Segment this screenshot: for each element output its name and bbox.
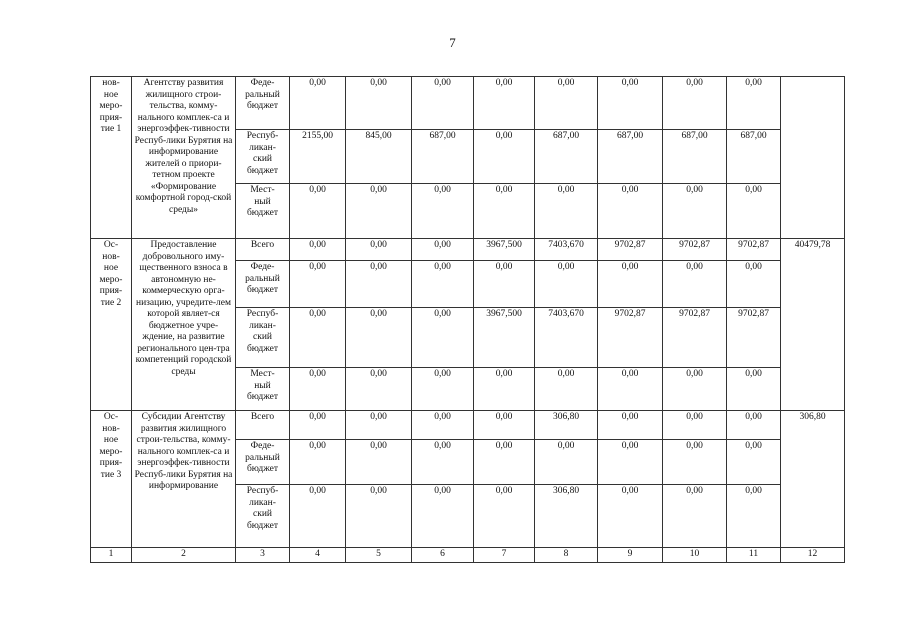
value-cell: 0,00 <box>727 184 781 239</box>
value-cell: 9702,87 <box>598 239 663 261</box>
funding-source-cell: Респуб- ликан- ский бюджет <box>236 130 290 184</box>
value-cell: 9702,87 <box>663 239 727 261</box>
value-cell: 9702,87 <box>727 239 781 261</box>
budget-table <box>90 76 845 563</box>
value-cell: 0,00 <box>290 77 346 130</box>
page-number: 7 <box>449 35 456 50</box>
value-cell: 687,00 <box>663 130 727 184</box>
value-cell: 0,00 <box>346 485 412 548</box>
column-number-cell: 12 <box>781 548 845 563</box>
value-cell: 0,00 <box>474 368 535 411</box>
column-number-cell: 10 <box>663 548 727 563</box>
value-cell: 0,00 <box>412 308 474 368</box>
funding-source-cell: Мест- ный бюджет <box>236 184 290 239</box>
value-cell: 9702,87 <box>598 308 663 368</box>
value-cell: 0,00 <box>474 77 535 130</box>
value-cell: 0,00 <box>346 440 412 485</box>
table-row <box>91 239 845 261</box>
column-number-cell: 2 <box>132 548 236 563</box>
table-row <box>91 411 845 440</box>
value-cell: 0,00 <box>598 411 663 440</box>
value-cell: 0,00 <box>290 308 346 368</box>
value-cell: 687,00 <box>598 130 663 184</box>
value-cell: 0,00 <box>598 261 663 308</box>
value-cell: 0,00 <box>346 261 412 308</box>
value-cell: 0,00 <box>412 261 474 308</box>
event-description-cell: Предоставление добровольного иму-щественного взноса в автономную не-коммерческую орга-низацию, учредите-лем которой являет-ся бюджетное учре-ждение, на развитие регионального цен-тра компетенций городской среды <box>132 239 236 411</box>
funding-source-cell: Феде- ральный бюджет <box>236 77 290 130</box>
value-cell: 0,00 <box>474 440 535 485</box>
value-cell: 0,00 <box>346 239 412 261</box>
event-label-cell: Ос- нов- ное меро- прия- тие 2 <box>91 239 132 411</box>
value-cell: 0,00 <box>663 440 727 485</box>
value-cell: 0,00 <box>474 411 535 440</box>
column-number-cell: 7 <box>474 548 535 563</box>
total-cell <box>781 77 845 239</box>
value-cell: 0,00 <box>412 184 474 239</box>
value-cell: 687,00 <box>535 130 598 184</box>
value-cell: 0,00 <box>535 261 598 308</box>
value-cell: 0,00 <box>474 130 535 184</box>
column-number-cell: 8 <box>535 548 598 563</box>
column-number-row <box>91 548 845 563</box>
column-number-cell: 11 <box>727 548 781 563</box>
value-cell: 0,00 <box>535 440 598 485</box>
table-row <box>91 77 845 130</box>
value-cell: 0,00 <box>346 184 412 239</box>
value-cell: 0,00 <box>535 368 598 411</box>
column-number-cell: 5 <box>346 548 412 563</box>
value-cell: 0,00 <box>598 440 663 485</box>
value-cell: 7403,670 <box>535 308 598 368</box>
value-cell: 0,00 <box>412 440 474 485</box>
value-cell: 0,00 <box>290 261 346 308</box>
value-cell: 0,00 <box>598 77 663 130</box>
value-cell: 0,00 <box>727 368 781 411</box>
value-cell: 0,00 <box>346 308 412 368</box>
value-cell: 0,00 <box>535 77 598 130</box>
value-cell: 3967,500 <box>474 239 535 261</box>
value-cell: 0,00 <box>474 261 535 308</box>
value-cell: 0,00 <box>535 184 598 239</box>
total-cell: 306,80 <box>781 411 845 548</box>
value-cell: 0,00 <box>663 368 727 411</box>
funding-source-cell: Респуб- ликан- ский бюджет <box>236 308 290 368</box>
value-cell: 0,00 <box>663 77 727 130</box>
value-cell: 0,00 <box>598 184 663 239</box>
value-cell: 3967,500 <box>474 308 535 368</box>
total-cell: 40479,78 <box>781 239 845 411</box>
funding-source-cell: Всего <box>236 239 290 261</box>
value-cell: 9702,87 <box>663 308 727 368</box>
value-cell: 0,00 <box>290 368 346 411</box>
value-cell: 687,00 <box>727 130 781 184</box>
value-cell: 0,00 <box>346 77 412 130</box>
value-cell: 0,00 <box>412 411 474 440</box>
value-cell: 0,00 <box>412 77 474 130</box>
funding-source-cell: Мест- ный бюджет <box>236 368 290 411</box>
value-cell: 0,00 <box>346 411 412 440</box>
value-cell: 0,00 <box>290 239 346 261</box>
value-cell: 0,00 <box>727 77 781 130</box>
value-cell: 0,00 <box>663 485 727 548</box>
value-cell: 9702,87 <box>727 308 781 368</box>
funding-source-cell: Всего <box>236 411 290 440</box>
value-cell: 0,00 <box>727 440 781 485</box>
value-cell: 2155,00 <box>290 130 346 184</box>
value-cell: 0,00 <box>598 485 663 548</box>
value-cell: 0,00 <box>727 485 781 548</box>
value-cell: 0,00 <box>290 184 346 239</box>
column-number-cell: 1 <box>91 548 132 563</box>
value-cell: 306,80 <box>535 485 598 548</box>
value-cell: 0,00 <box>663 184 727 239</box>
value-cell: 0,00 <box>412 368 474 411</box>
value-cell: 0,00 <box>346 368 412 411</box>
value-cell: 0,00 <box>727 261 781 308</box>
column-number-cell: 4 <box>290 548 346 563</box>
event-description-cell: Агентству развития жилищного строи-тельства, комму-нального комплек-са и энергоэффек-тивности Респуб-лики Бурятия на информирование жителей о приори-тетном проекте «Формирование комфортной город-ской среды» <box>132 77 236 239</box>
value-cell: 845,00 <box>346 130 412 184</box>
value-cell: 0,00 <box>474 485 535 548</box>
value-cell: 687,00 <box>412 130 474 184</box>
value-cell: 0,00 <box>663 261 727 308</box>
funding-source-cell: Феде- ральный бюджет <box>236 261 290 308</box>
value-cell: 0,00 <box>663 411 727 440</box>
column-number-cell: 3 <box>236 548 290 563</box>
value-cell: 0,00 <box>290 411 346 440</box>
funding-source-cell: Феде- ральный бюджет <box>236 440 290 485</box>
value-cell: 0,00 <box>412 239 474 261</box>
value-cell: 7403,670 <box>535 239 598 261</box>
event-label-cell: Ос- нов- ное меро- прия- тие 3 <box>91 411 132 548</box>
column-number-cell: 6 <box>412 548 474 563</box>
value-cell: 0,00 <box>412 485 474 548</box>
funding-source-cell: Респуб- ликан- ский бюджет <box>236 485 290 548</box>
value-cell: 0,00 <box>474 184 535 239</box>
event-description-cell: Субсидии Агентству развития жилищного строи-тельства, комму-нального комплек-са и энергоэффек-тивности Респуб-лики Бурятия на информирование <box>132 411 236 548</box>
value-cell: 0,00 <box>598 368 663 411</box>
value-cell: 0,00 <box>727 411 781 440</box>
value-cell: 0,00 <box>290 440 346 485</box>
value-cell: 0,00 <box>290 485 346 548</box>
event-label-cell: нов- ное меро- прия- тие 1 <box>91 77 132 239</box>
value-cell: 306,80 <box>535 411 598 440</box>
column-number-cell: 9 <box>598 548 663 563</box>
